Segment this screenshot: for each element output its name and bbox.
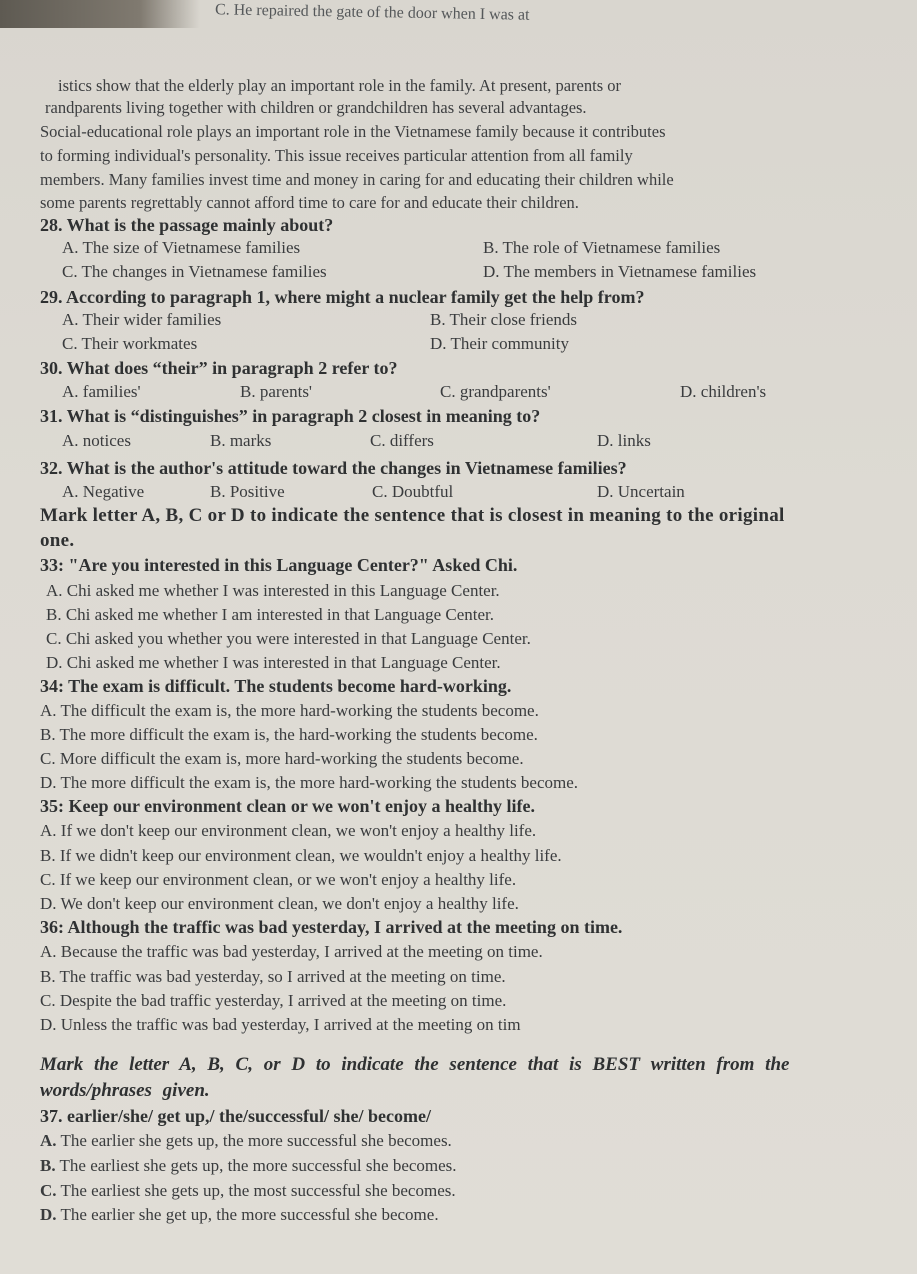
q31-option-d: D. links bbox=[597, 431, 651, 450]
q35-option-d: D. We don't keep our environment clean, we don't enjoy a healthy life. bbox=[40, 894, 519, 913]
option-letter: C. bbox=[40, 1181, 57, 1200]
q37-option-d bbox=[40, 1204, 439, 1226]
q33-option-b: B. Chi asked me whether I am interested in that Language Center. bbox=[46, 605, 495, 624]
background-edge bbox=[0, 0, 200, 28]
option-text: The earliest she gets up, the more successful she becomes. bbox=[55, 1156, 457, 1175]
question-31: 31. What is “distinguishes” in paragraph 2 closest in meaning to? bbox=[40, 406, 541, 426]
passage-line: istics show that the elderly play an important role in the family. At present, parents or bbox=[58, 76, 621, 95]
q29-option-b: B. Their close friends bbox=[430, 310, 577, 329]
question-32: 32. What is the author's attitude toward the changes in Vietnamese families? bbox=[40, 458, 627, 478]
instruction-closest-meaning: Mark letter A, B, C or D to indicate the sentence that is closest in meaning to the original bbox=[40, 505, 785, 526]
q33-option-c: C. Chi asked you whether you were interested in that Language Center. bbox=[46, 629, 531, 648]
option-letter: D. bbox=[40, 1205, 57, 1224]
q34-option-a: A. The difficult the exam is, the more hard-working the students become. bbox=[40, 701, 539, 720]
q35-option-a: A. If we don't keep our environment clean, we won't enjoy a healthy life. bbox=[40, 821, 537, 840]
q29-option-d: D. Their community bbox=[430, 334, 569, 353]
q35-option-b: B. If we didn't keep our environment clean, we wouldn't enjoy a healthy life. bbox=[40, 846, 562, 865]
question-35: 35: Keep our environment clean or we won't enjoy a healthy life. bbox=[40, 796, 535, 816]
q33-option-d: D. Chi asked me whether I was interested in that Language Center. bbox=[46, 653, 501, 672]
q31-option-c: C. differs bbox=[370, 431, 434, 450]
question-29: 29. According to paragraph 1, where might a nuclear family get the help from? bbox=[40, 287, 645, 307]
question-37: 37. earlier/she/ get up,/ the/successful/ she/ become/ bbox=[40, 1106, 431, 1126]
q34-option-c: C. More difficult the exam is, more hard-working the students become. bbox=[40, 749, 524, 768]
question-36: 36: Although the traffic was bad yesterday, I arrived at the meeting on time. bbox=[40, 917, 623, 937]
q36-option-d: D. Unless the traffic was bad yesterday, I arrived at the meeting on tim bbox=[40, 1015, 521, 1034]
q34-option-b: B. The more difficult the exam is, the hard-working the students become. bbox=[40, 725, 538, 744]
q36-option-c: C. Despite the bad traffic yesterday, I arrived at the meeting on time. bbox=[40, 991, 507, 1010]
q37-option-a bbox=[40, 1130, 452, 1152]
option-text: The earlier she gets up, the more successful she becomes. bbox=[56, 1131, 452, 1150]
top-fragment: C. He repaired the gate of the door when I was at bbox=[214, 1, 530, 24]
q30-option-b: B. parents' bbox=[240, 382, 312, 401]
q28-option-c: C. The changes in Vietnamese families bbox=[62, 262, 327, 281]
instruction-closest-meaning-cont: one. bbox=[40, 530, 75, 551]
q28-option-b: B. The role of Vietnamese families bbox=[483, 238, 721, 257]
passage-line: to forming individual's personality. This issue receives particular attention from all family bbox=[40, 146, 633, 165]
q37-option-c bbox=[40, 1180, 456, 1202]
q33-option-a: A. Chi asked me whether I was interested in this Language Center. bbox=[46, 581, 500, 600]
question-30: 30. What does “their” in paragraph 2 refer to? bbox=[40, 358, 398, 378]
passage-line: members. Many families invest time and money in caring for and educating their children while bbox=[40, 170, 674, 189]
q32-option-c: C. Doubtful bbox=[372, 482, 454, 501]
q28-option-d: D. The members in Vietnamese families bbox=[483, 262, 757, 281]
q31-option-a: A. notices bbox=[62, 431, 131, 450]
passage-line: some parents regrettably cannot afford time to care for and educate their children. bbox=[40, 193, 579, 212]
q34-option-d: D. The more difficult the exam is, the more hard-working the students become. bbox=[40, 773, 579, 792]
q30-option-c: C. grandparents' bbox=[440, 382, 551, 401]
option-text: The earliest she gets up, the most successful she becomes. bbox=[56, 1181, 456, 1200]
q30-option-d: D. children's bbox=[680, 382, 767, 401]
passage-line: randparents living together with children or grandchildren has several advantages. bbox=[45, 98, 587, 117]
option-letter: B. bbox=[40, 1156, 56, 1175]
q32-option-b: B. Positive bbox=[210, 482, 285, 501]
question-33: 33: "Are you interested in this Language Center?" Asked Chi. bbox=[40, 555, 518, 575]
passage-line: Social-educational role plays an important role in the Vietnamese family because it contributes bbox=[40, 122, 666, 141]
instruction-best-written: Mark the letter A, B, C, or D to indicate the sentence that is BEST written from the bbox=[40, 1054, 790, 1075]
q30-option-a: A. families' bbox=[62, 382, 141, 401]
q36-option-b: B. The traffic was bad yesterday, so I arrived at the meeting on time. bbox=[40, 967, 506, 986]
q29-option-c: C. Their workmates bbox=[62, 334, 198, 353]
q31-option-b: B. marks bbox=[210, 431, 272, 450]
q29-option-a: A. Their wider families bbox=[62, 310, 222, 329]
q37-option-b bbox=[40, 1155, 457, 1177]
q36-option-a: A. Because the traffic was bad yesterday, I arrived at the meeting on time. bbox=[40, 942, 543, 961]
question-34: 34: The exam is difficult. The students become hard-working. bbox=[40, 676, 512, 696]
option-letter: A. bbox=[40, 1131, 57, 1150]
q35-option-c: C. If we keep our environment clean, or we won't enjoy a healthy life. bbox=[40, 870, 517, 889]
instruction-best-written-cont: words/phrases given. bbox=[40, 1080, 210, 1101]
q28-option-a: A. The size of Vietnamese families bbox=[62, 238, 301, 257]
q32-option-a: A. Negative bbox=[62, 482, 145, 501]
q32-option-d: D. Uncertain bbox=[597, 482, 685, 501]
question-28: 28. What is the passage mainly about? bbox=[40, 215, 334, 235]
option-text: The earlier she get up, the more successful she become. bbox=[56, 1205, 439, 1224]
